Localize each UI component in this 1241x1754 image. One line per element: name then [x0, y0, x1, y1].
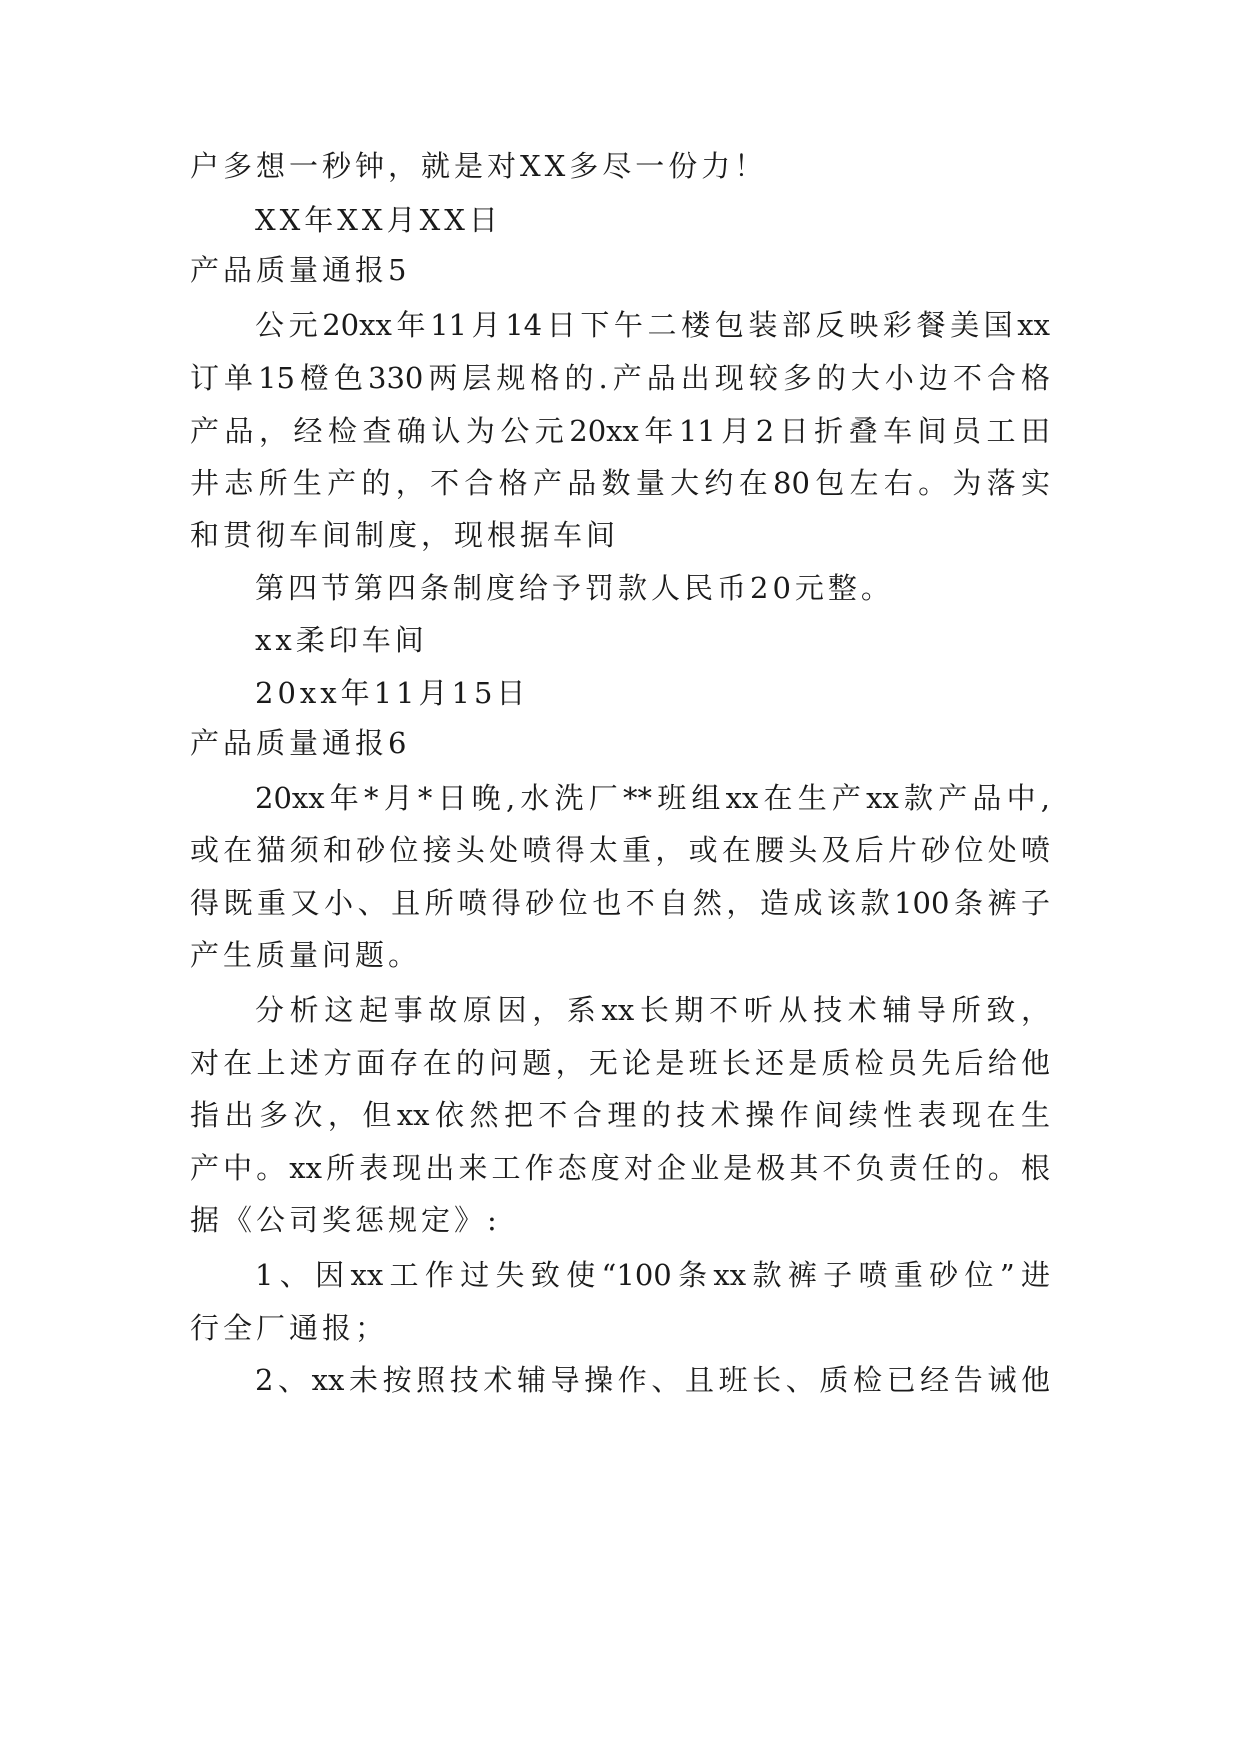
- paragraph-line: 产生质量问题。: [190, 938, 422, 972]
- date-line-2: 20xx年11月15日: [255, 676, 530, 710]
- paragraph-line: 井志所生产的，不合格产品数量大约在80包左右。为落实: [190, 466, 1050, 500]
- paragraph-line: 分析这起事故原因，系xx长期不听从技术辅导所致，: [255, 993, 1050, 1027]
- paragraph-line: 和贯彻车间制度，现根据车间: [190, 518, 620, 552]
- paragraph-line: 得既重又小、且所喷得砂位也不自然，造成该款100条裤子: [190, 886, 1050, 920]
- text-line-1: 户多想一秒钟，就是对XX多尽一份力！: [190, 149, 768, 183]
- paragraph-line: 产品，经检查确认为公元20xx年11月2日折叠车间员工田: [190, 414, 1050, 448]
- paragraph-line: 订单15橙色330两层规格的.产品出现较多的大小边不合格: [190, 361, 1050, 395]
- paragraph-line: 据《公司奖惩规定》:: [190, 1203, 501, 1237]
- paragraph-line: 产中。xx所表现出来工作态度对企业是极其不负责任的。根: [190, 1151, 1050, 1185]
- paragraph-line: 或在猫须和砂位接头处喷得太重，或在腰头及后片砂位处喷: [190, 833, 1050, 867]
- signature-line: xx柔印车间: [255, 623, 428, 657]
- paragraph-line: 20xx年*月*日晚,水洗厂**班组xx在生产xx款产品中,: [255, 781, 1050, 815]
- section-heading-5: 产品质量通报5: [190, 253, 411, 287]
- list-item-1: 1、因xx工作过失致使“100条xx款裤子喷重砂位”进: [255, 1258, 1050, 1292]
- paragraph-line: 指出多次，但xx依然把不合理的技术操作间续性表现在生: [190, 1098, 1050, 1132]
- date-line-1: XX年XX月XX日: [255, 203, 502, 237]
- paragraph-line: 对在上述方面存在的问题，无论是班长还是质检员先后给他: [190, 1046, 1050, 1080]
- list-item-1-cont: 行全厂通报；: [190, 1311, 389, 1345]
- list-item-2: 2、xx未按照技术辅导操作、且班长、质检已经告诫他: [255, 1363, 1050, 1397]
- section-heading-6: 产品质量通报6: [190, 726, 411, 760]
- paragraph-line: 公元20xx年11月14日下午二楼包装部反映彩餐美国xx: [255, 308, 1050, 342]
- paragraph-line: 第四节第四条制度给予罚款人民币20元整。: [255, 571, 894, 605]
